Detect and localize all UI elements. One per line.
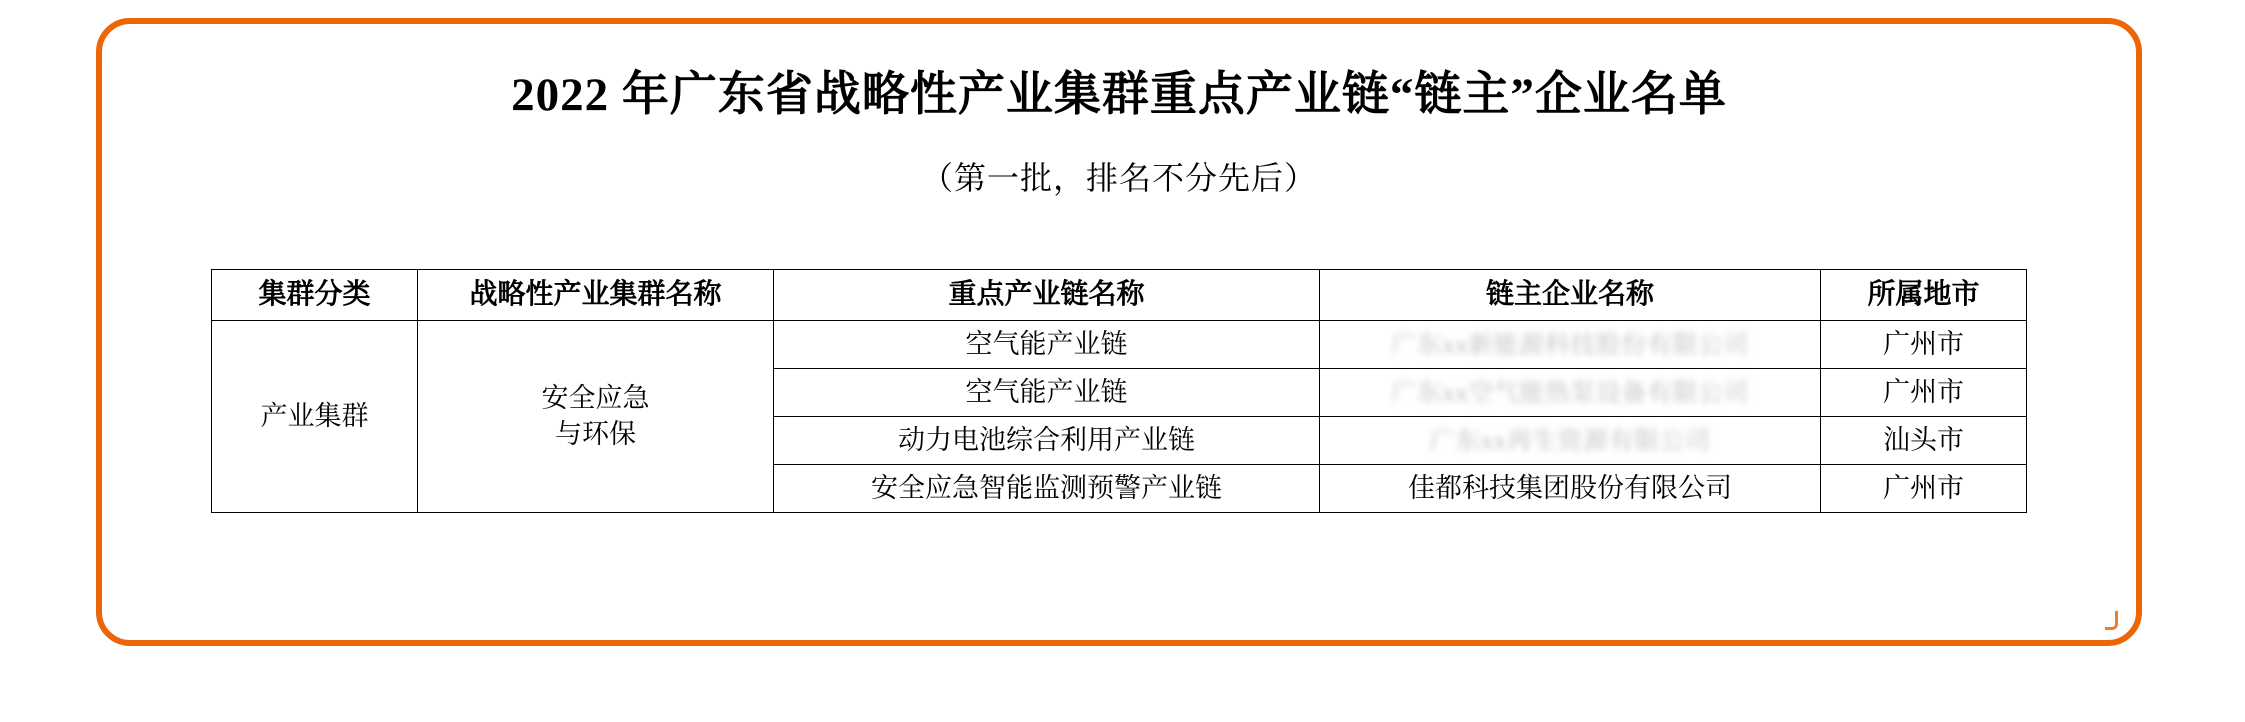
page-title: 2022 年广东省战略性产业集群重点产业链“链主”企业名单 [511,69,1727,121]
cluster-name-line-2: 与环保 [555,419,636,450]
table-body [212,320,2027,512]
cell-city: 广州市 [1821,464,2027,512]
cell-cluster-category: 产业集群 [212,320,418,512]
company-name-redacted: 广东xx空气能热泵设备有限公司 [1391,379,1749,407]
cell-city: 汕头市 [1821,416,2027,464]
header-city: 所属地市 [1821,269,2027,320]
page-subtitle: （第一批，排名不分先后） [920,159,1317,196]
header-cluster-name: 战略性产业集群名称 [418,269,774,320]
table-row [212,320,2027,368]
cell-chain-name: 空气能产业链 [774,368,1320,416]
company-name-redacted: 广东xx再生资源有限公司 [1429,427,1711,455]
enterprise-list-table [211,269,2027,513]
cell-company-name: 佳都科技集团股份有限公司 [1320,464,1821,512]
cell-city: 广州市 [1821,320,2027,368]
header-company-name: 链主企业名称 [1320,269,1821,320]
company-name-redacted: 广东xx新能源科技股份有限公司 [1391,331,1749,359]
table-header-row [212,269,2027,320]
cell-chain-name: 安全应急智能监测预警产业链 [774,464,1320,512]
cluster-name-line-1: 安全应急 [541,382,650,413]
cell-cluster-name [418,320,774,512]
orange-border-frame [96,18,2142,646]
frame-corner-mark [2105,611,2118,630]
table-header [212,269,2027,320]
cell-company-name [1320,416,1821,464]
cell-city: 广州市 [1821,368,2027,416]
cell-company-name [1320,368,1821,416]
cell-chain-name: 动力电池综合利用产业链 [774,416,1320,464]
header-cluster-category: 集群分类 [212,269,418,320]
header-chain-name: 重点产业链名称 [774,269,1320,320]
cell-chain-name: 空气能产业链 [774,320,1320,368]
document-content [102,24,2136,640]
cell-company-name [1320,320,1821,368]
